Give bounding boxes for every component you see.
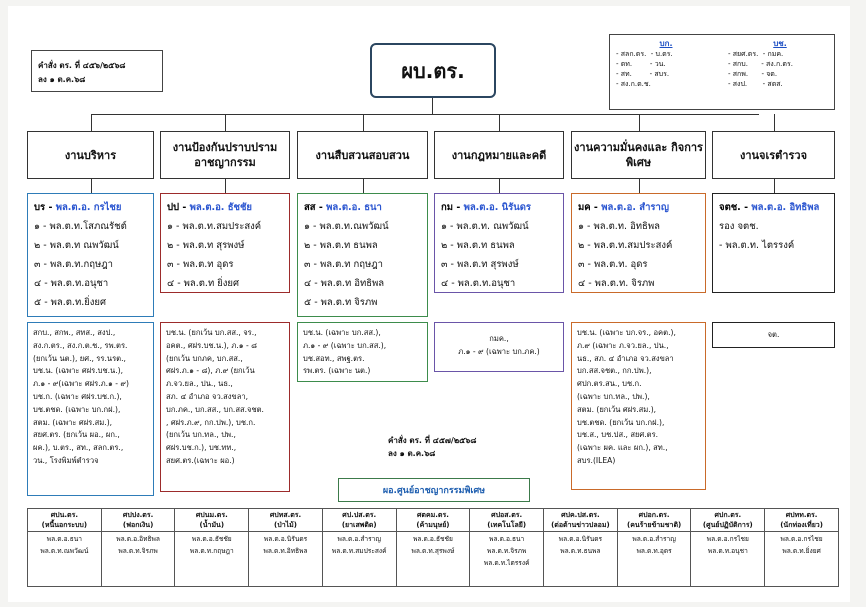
abbr-item: - สท. - สบร. [616, 70, 670, 78]
center-officer: พล.ต.ท.อุดร [636, 547, 672, 555]
centers-table [27, 508, 839, 587]
division-lead [304, 198, 421, 217]
connector-drop [363, 114, 364, 131]
division-unit-line: บช.น. (เฉพาะ ศฝร.บช.น.), [33, 366, 124, 376]
center-header [544, 509, 618, 532]
connector-drop [499, 114, 500, 131]
center-cell [617, 532, 691, 587]
connector-header-to-people [225, 179, 226, 193]
division-header-label: งานความมั่นคงและ กิจการพิเศษ [574, 141, 703, 169]
division-lead-name: พล.ต.อ. กรไชย [55, 202, 122, 213]
division-unit-line: ภ.๙ (เฉพาะ ภ.จว.ยล., ปน., [577, 340, 669, 350]
order-top [31, 50, 163, 92]
division-unit-line: สยศ.ตร. (ยกเว้น ผอ., ผก., [33, 430, 120, 440]
center-cell [322, 532, 396, 587]
division-unit-line: จต. [767, 330, 780, 339]
center-cell [249, 532, 323, 587]
center-header-line: ศปอส.ตร. [491, 511, 523, 519]
center-cell [470, 532, 544, 587]
division-unit-line: บช.น. (เฉพาะ บก.จร., อคต.), [577, 328, 676, 337]
center-officer: พล.ต.อ.ธัชชัย [191, 535, 232, 543]
center-header-line: ศปทท.ตร. [785, 511, 818, 519]
abbr-left-list [616, 49, 716, 89]
center-officer: พล.ต.ท.อนุชา [707, 547, 748, 555]
center-cell [691, 532, 765, 587]
division-member: ๒ - พล.ต.ท ธนพล [304, 240, 378, 251]
division-member: ๔ - พล.ต.ท อิทธิพล [304, 278, 385, 289]
center-header-line: (ศูนย์ปฏิบัติการ) [702, 521, 753, 529]
center-header-line: ศปทส.ตร. [269, 511, 302, 519]
division-member: ๒ - พล.ต.ท.สมประสงค์ [578, 240, 673, 251]
division-member: ๓ - พล.ต.ท สุรพงษ์ [441, 259, 519, 270]
order-top-number: คำสั่ง ตร. ที่ ๔๕๖/๒๕๖๘ [38, 61, 126, 70]
special-crime-center-box [338, 478, 530, 502]
center-officer: พล.ต.อ.กรไชย [780, 535, 823, 543]
division-unit-line: นธ., สภ. ๔ อำเภอ จว.สงขลา [577, 353, 674, 363]
connector-drop [225, 114, 226, 131]
order-mid-date: ลง ๑ ต.ค.๖๘ [388, 449, 436, 458]
connector-header-to-people [639, 179, 640, 193]
division-unit-line: ภ.๑ - ๙ (เฉพาะ บก.ภค.) [458, 346, 540, 356]
division-header-label: งานสืบสวนสอบสวน [315, 148, 410, 162]
center-header-line: (ป่าไม้) [274, 521, 297, 529]
center-officer: พล.ต.อ.ธัชชัย [413, 535, 453, 543]
center-cell [28, 532, 102, 587]
division-member: ๒ - พล.ต.ท ธนพล [441, 240, 515, 251]
division-lead [719, 198, 828, 217]
center-header-line: ศปน.ตร. [50, 511, 78, 519]
division-lead-name: พล.ต.อ. อิทธิพล [751, 202, 820, 213]
division-lead-abbr: มค - [578, 202, 602, 213]
center-header [322, 509, 396, 532]
division-unit-line: บช.ตชด. (เฉพาะ บก.กฝ.), [33, 404, 121, 414]
center-header-line: (น้ำมัน) [199, 521, 225, 529]
division-header [434, 131, 564, 179]
center-officer: พล.ต.อ.อิทธิพล [116, 535, 160, 543]
division-member: ๑ - พล.ต.ท.ณพวัฒน์ [304, 221, 389, 232]
division-lead [34, 198, 147, 217]
division-unit-line: , ศฝร.ภ.๙, กก.ปพ.), บช.ก. [166, 417, 256, 427]
center-officer: พล.ต.ท.จิรภพ [118, 547, 158, 555]
division-unit-line: สตม. (ยกเว้น ศฝร.สม.), [577, 404, 657, 414]
division-member: ๒ - พล.ต.ท สุรพงษ์ [167, 240, 245, 251]
center-officer: พล.ต.ท.ยิ่งยศ [782, 547, 821, 555]
division-people-box [297, 193, 428, 317]
center-header-line: ศปอก.ตร. [638, 511, 670, 519]
division-lead [167, 198, 283, 217]
center-header-line: (หนี้นอกระบบ) [41, 521, 88, 529]
division-unit-line: สกบ., สกพ., สทส., สงป., [33, 328, 116, 337]
division-lead-name: พล.ต.อ. สำราญ [601, 202, 669, 213]
division-unit-line: บช.ส., บช.ปส., สยศ.ตร. [577, 430, 659, 440]
center-cell [396, 532, 470, 587]
center-header-line: (เทคโนโลยี) [487, 521, 527, 529]
center-header-line: (ต่อต้านข่าวปลอม) [551, 521, 610, 529]
center-header [249, 509, 323, 532]
division-member: รอง จตช. [719, 221, 759, 232]
center-officer: พล.ต.อ.สำราญ [337, 535, 381, 543]
connector-horizontal [92, 114, 759, 115]
division-header [27, 131, 154, 179]
center-header-line: ศตคม.ตร. [416, 511, 449, 519]
order-top-date: ลง ๑ ต.ค.๖๘ [38, 75, 86, 84]
abbr-item: - สกพ. - จต. [728, 70, 778, 78]
center-header [28, 509, 102, 532]
division-unit-line: ศฝร.ภ.๑ - ๘), ภ.๙ (ยกเว้น [166, 366, 255, 376]
center-header [396, 509, 470, 532]
division-lead-name: พล.ต.อ. ธนา [326, 202, 382, 213]
center-officer: พล.ต.อ.นิรันดร [263, 535, 308, 543]
division-people-box [27, 193, 154, 317]
division-units-box [297, 322, 428, 382]
center-officer: พล.ต.ท.ธนพล [560, 547, 601, 555]
division-lead-abbr: จตช. - [719, 202, 752, 213]
division-unit-line: สบร.(ILEA) [577, 455, 616, 465]
division-member: ๔ - พล.ต.ท ยิ่งยศ [167, 278, 240, 289]
connector-header-to-people [91, 179, 92, 193]
division-unit-line: (ยกเว้น บกภค, บก.สส., [166, 353, 243, 363]
division-unit-line: ศปก.ตร.สน., บช.ก. [577, 379, 642, 389]
abbr-item: - สกบ. - สง.ก.ตร. [728, 60, 793, 68]
division-member: ๔ - พล.ต.ท.อนุชา [441, 278, 516, 289]
division-lead-abbr: ปป - [167, 202, 190, 213]
division-unit-line: (ยกเว้น นต.), ยศ., รร.นรต., [33, 353, 126, 363]
center-officer: พล.ต.ท.ไตรรงค์ [483, 559, 530, 567]
division-member: ๑ - พล.ต.ท.สมประสงค์ [167, 221, 262, 232]
top-commander-box [370, 43, 496, 98]
division-units-box [571, 322, 706, 490]
center-header-line: ศปนม.ตร. [195, 511, 228, 519]
division-unit-line: บช.น. (ยกเว้น บก.สส., จร., [166, 328, 257, 337]
order-mid [384, 430, 504, 470]
division-lead-abbr: กม - [441, 202, 464, 213]
center-cell [175, 532, 249, 587]
division-unit-line: (เฉพาะ ผค. และ ผก.), สท., [577, 443, 668, 453]
center-header-line: (ฟอกเงิน) [122, 521, 154, 529]
division-unit-line: บช.สอท., สพฐ.ตร. [303, 353, 365, 363]
division-header [297, 131, 428, 179]
division-member: ๑ - พล.ต.ท.โสภณรัชต์ [34, 221, 127, 232]
center-header-line: (คนร้ายข้ามชาติ) [627, 521, 682, 529]
center-cell [765, 532, 839, 587]
abbr-right-column [728, 39, 832, 89]
division-unit-line: ผค.), บ.ตร., สท., สลก.ตร., [33, 443, 124, 453]
division-header [712, 131, 835, 179]
division-unit-line: ภ.๑ - ๙(เฉพาะ ศฝร.ภ.๑ - ๙) [33, 379, 129, 389]
center-header-line: ศปค.ปส.ตร. [561, 511, 600, 519]
division-header-label: งานกฎหมายและคดี [451, 148, 547, 162]
division-lead-abbr: บร - [34, 202, 56, 213]
center-officer: พล.ต.ท.กฤษฎา [189, 547, 234, 555]
abbr-item: - สลก.ตร. - บ.ตร. [616, 50, 673, 58]
division-units-box [160, 322, 290, 492]
abbr-right-list [728, 49, 832, 89]
division-unit-line: บก.สส.จชต., กก.ปพ.), [577, 366, 652, 376]
division-unit-line: สง.ก.ตร., สง.ก.ต.ช., รพ.ตร. [33, 340, 128, 350]
center-officer: พล.ต.ท.สมประสงค์ [331, 547, 387, 555]
division-member: ๓ - พล.ต.ท.กฤษฎา [34, 259, 114, 270]
division-unit-line: สยศ.ตร.(เฉพาะ ผอ.) [166, 455, 235, 465]
center-header-line: (นักท่องเที่ยว) [780, 521, 823, 529]
division-member: ๒ - พล.ต.ท ณพวัฒน์ [34, 240, 119, 251]
connector-top-vertical [432, 98, 433, 114]
center-header-line: ศป.ปส.ตร. [342, 511, 377, 519]
division-unit-line: อคต., ศฝร.บช.น.), ภ.๑ - ๘ [166, 340, 258, 350]
center-officer: พล.ต.ท.สุรพงษ์ [411, 547, 455, 555]
division-member: ๓ - พล.ต.ท อุดร [167, 259, 234, 270]
division-unit-line: บก.ภค., บก.สส., บก.สส.จชต. [166, 404, 264, 414]
abbr-legend [609, 34, 835, 110]
division-unit-line: บช.ก. (เฉพาะ ศฝร.บช.ก.), [33, 391, 122, 401]
division-unit-line: รพ.ตร. (เฉพาะ นต.) [303, 366, 371, 376]
special-crime-center-label: ผอ.ศูนย์อาชญากรรมพิเศษ [382, 486, 486, 496]
division-header-label: งานบริหาร [64, 148, 117, 162]
center-officer: พล.ต.ท.จิรภพ [486, 547, 527, 555]
division-unit-line: ภ.จว.ยล., ปน., นธ., [166, 379, 233, 389]
division-unit-line: บช.ตชด. (ยกเว้น บก.กฝ.), [577, 417, 665, 427]
center-officer: พล.ต.อ.ธนา [489, 535, 525, 543]
division-member: ๓ - พล.ต.ท กฤษฎา [304, 259, 384, 270]
division-unit-line: วน., โรงพิมพ์ตำรวจ [33, 455, 99, 465]
division-lead [441, 198, 557, 217]
division-member: ๕ - พล.ต.ท จิรภพ [304, 297, 378, 308]
division-member: ๔ - พล.ต.ท. จิรภพ [578, 278, 655, 289]
centers-table-row [28, 532, 839, 587]
division-lead [578, 198, 699, 217]
center-header [691, 509, 765, 532]
abbr-item: - สยศ.ตร. - กมค. [728, 50, 784, 58]
division-units-box [712, 322, 835, 348]
center-header [101, 509, 175, 532]
connector-header-to-people [774, 179, 775, 193]
center-header [470, 509, 544, 532]
connector-drop [774, 114, 775, 131]
division-people-box [434, 193, 564, 293]
center-header-line: ศปปง.ตร. [122, 511, 154, 519]
division-unit-line: ภ.๑ - ๙ (เฉพาะ บก.สส.), [303, 340, 387, 350]
division-lead-name: พล.ต.อ. ธัชชัย [189, 202, 252, 213]
center-officer: พล.ต.ท.อิทธิพล [263, 547, 308, 555]
division-units-box [434, 322, 564, 372]
division-unit-line: (ยกเว้น บก.ทล., ปพ., [166, 430, 236, 440]
center-officer: พล.ต.ท.ณพวัฒน์ [40, 547, 89, 555]
division-unit-line: (เฉพาะ บก.ทล., ปพ.), [577, 391, 650, 401]
abbr-item: - ตท. - วน. [616, 60, 666, 68]
division-member: - พล.ต.ท. ไตรรงค์ [719, 240, 795, 251]
division-member: ๕ - พล.ต.ท.ยิ่งยศ [34, 297, 107, 308]
order-mid-number: คำสั่ง ตร. ที่ ๔๕๗/๒๕๖๘ [388, 436, 477, 445]
division-unit-line: สภ. ๔ อำเภอ จว.สงขลา, [166, 391, 249, 401]
center-cell [544, 532, 618, 587]
division-people-box [571, 193, 706, 293]
connector-drop [91, 114, 92, 131]
division-unit-line: บช.น. (เฉพาะ บก.สส.), [303, 328, 381, 337]
center-officer: พล.ต.อ.ธนา [46, 535, 82, 543]
division-member: ๓ - พล.ต.ท. อุดร [578, 259, 648, 270]
division-header [571, 131, 706, 179]
center-header-line: (ค้ามนุษย์) [416, 521, 450, 529]
division-lead-name: พล.ต.อ. นิรันดร [463, 202, 532, 213]
division-unit-line: ศฝร.บช.ก.), บช.ทท., [166, 443, 237, 453]
center-header [175, 509, 249, 532]
center-officer: พล.ต.อ.กรไชย [706, 535, 749, 543]
division-member: ๑ - พล.ต.ท. ณพวัฒน์ [441, 221, 529, 232]
center-cell [101, 532, 175, 587]
centers-table-header [28, 509, 839, 532]
top-commander-title: ผบ.ตร. [401, 58, 465, 83]
division-units-box [27, 322, 154, 496]
abbr-item: - สงป. - สตส. [728, 80, 783, 88]
center-header-line: (ยาเสพติด) [341, 521, 377, 529]
division-people-box [712, 193, 835, 293]
division-unit-line: สตม. (เฉพาะ ศฝร.สม.), [33, 417, 113, 427]
division-header-label: งานจเรตำรวจ [739, 148, 808, 162]
connector-header-to-people [499, 179, 500, 193]
center-officer: พล.ต.อ.สำราญ [632, 535, 676, 543]
center-header-line: ศปก.ตร. [714, 511, 742, 519]
abbr-left-column [616, 39, 716, 89]
abbr-item: - สง.ก.ต.ช. [616, 80, 651, 88]
division-header [160, 131, 290, 179]
center-header [765, 509, 839, 532]
division-member: ๔ - พล.ต.ท.อนุชา [34, 278, 109, 289]
division-lead-abbr: สส - [304, 202, 327, 213]
connector-drop [639, 114, 640, 131]
division-member: ๑ - พล.ต.ท. อิทธิพล [578, 221, 660, 232]
connector-header-to-people [363, 179, 364, 193]
division-unit-line: กมค., [489, 334, 509, 343]
center-officer: พล.ต.อ.นิรันดร [558, 535, 603, 543]
division-people-box [160, 193, 290, 293]
abbr-right-head: บช. [773, 39, 787, 48]
abbr-left-head: บก. [659, 39, 673, 48]
division-header-label: งานป้องกันปราบปราม อาชญากรรม [172, 141, 278, 169]
center-header [617, 509, 691, 532]
